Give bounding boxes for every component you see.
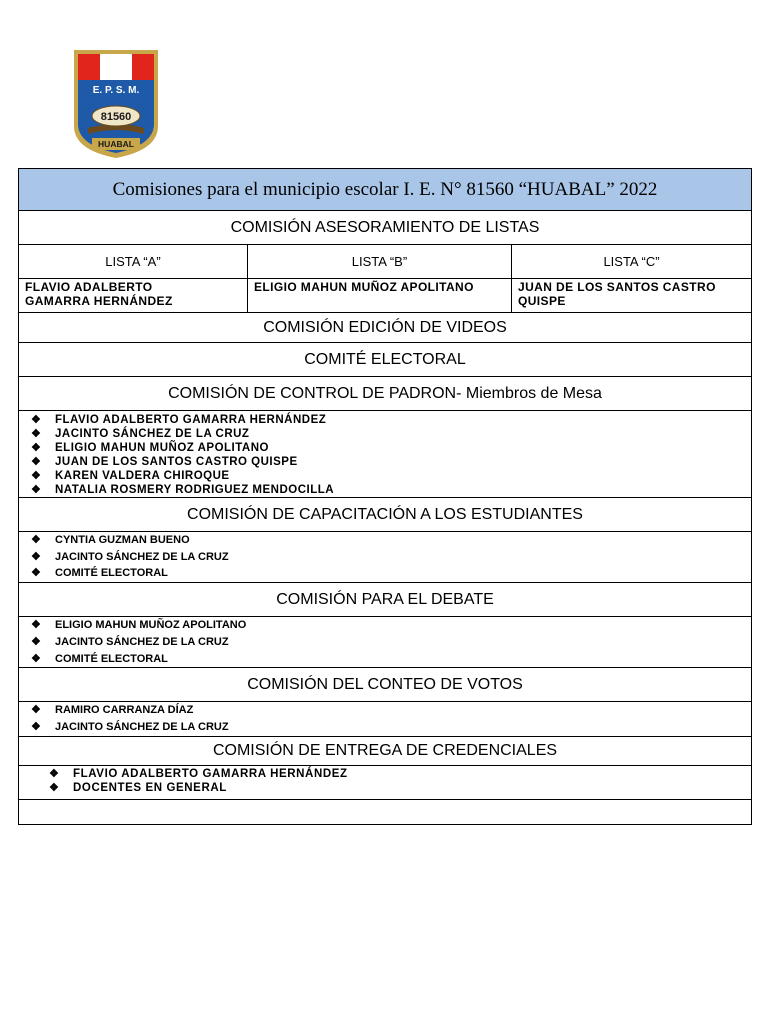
- commissions-table: [18, 168, 752, 825]
- crest-bottom-text: HUABAL: [98, 139, 134, 149]
- heading-edicion-videos: COMISIÓN EDICIÓN DE VIDEOS: [19, 313, 752, 343]
- list-item: ❖ JACINTO SÁNCHEZ DE LA CRUZ: [31, 549, 751, 566]
- heading-conteo-votos: COMISIÓN DEL CONTEO DE VOTOS: [19, 668, 752, 702]
- diamond-bullet-icon: ❖: [31, 635, 41, 648]
- school-crest-logo: [70, 46, 162, 160]
- list-item: ❖ FLAVIO ADALBERTO GAMARRA HERNÁNDEZ: [49, 767, 348, 780]
- list-item: ❖ JACINTO SÁNCHEZ DE LA CRUZ: [31, 634, 751, 651]
- list-item: ❖ RAMIRO CARRANZA DÍAZ: [31, 702, 751, 719]
- member-name: FLAVIO ADALBERTO: [25, 280, 153, 294]
- diamond-bullet-icon: ❖: [31, 484, 42, 496]
- lista-b-members: [248, 279, 512, 313]
- member-name: GAMARRA HERNÁNDEZ: [25, 294, 173, 308]
- lista-c-header: LISTA “C”: [512, 245, 752, 279]
- list-item: ❖ CYNTIA GUZMAN BUENO: [31, 532, 751, 549]
- debate-members: [19, 617, 752, 668]
- list-item: ❖ NATALIA ROSMERY RODRIGUEZ MENDOCILLA: [31, 484, 335, 496]
- member-name: JUAN DE LOS SANTOS CASTRO: [518, 280, 716, 294]
- list-item: ❖ ELIGIO MAHUN MUÑOZ APOLITANO: [31, 442, 269, 454]
- diamond-bullet-icon: ❖: [31, 704, 41, 717]
- list-item: ❖ COMITÉ ELECTORAL: [31, 565, 751, 582]
- member-name: QUISPE: [518, 294, 566, 308]
- list-item: ❖ FLAVIO ADALBERTO GAMARRA HERNÁNDEZ: [31, 414, 327, 426]
- page-title: Comisiones para el municipio escolar I. E. N° 81560 “HUABAL” 2022: [19, 169, 752, 211]
- member-name: ELIGIO MAHUN MUÑOZ APOLITANO: [254, 280, 474, 294]
- heading-comite-electoral: COMITÉ ELECTORAL: [19, 343, 752, 377]
- control-padron-members: [19, 411, 752, 498]
- crest-number: 81560: [100, 111, 132, 123]
- diamond-bullet-icon: ❖: [31, 414, 42, 426]
- list-item: ❖ ELIGIO MAHUN MUÑOZ APOLITANO: [31, 617, 751, 634]
- diamond-bullet-icon: ❖: [31, 442, 42, 454]
- credenciales-members: [19, 765, 752, 799]
- lista-b-header: LISTA “B”: [248, 245, 512, 279]
- lista-a-header: LISTA “A”: [19, 245, 248, 279]
- list-item: ❖ JUAN DE LOS SANTOS CASTRO QUISPE: [31, 456, 298, 468]
- outline-diamond-bullet-icon: ❖: [49, 782, 60, 795]
- heading-credenciales: COMISIÓN DE ENTREGA DE CREDENCIALES: [19, 736, 752, 765]
- diamond-bullet-icon: ❖: [31, 550, 41, 563]
- capacitacion-members: [19, 532, 752, 583]
- outline-diamond-bullet-icon: ❖: [31, 652, 41, 665]
- list-item: ❖ COMITÉ ELECTORAL: [31, 651, 751, 668]
- diamond-bullet-icon: ❖: [49, 767, 60, 780]
- diamond-bullet-icon: ❖: [31, 534, 41, 546]
- lista-c-members: [512, 279, 752, 313]
- list-item: ❖ JACINTO SÁNCHEZ DE LA CRUZ: [31, 719, 751, 736]
- diamond-bullet-icon: ❖: [31, 456, 42, 468]
- diamond-bullet-icon: ❖: [31, 428, 42, 440]
- list-item: ❖ DOCENTES EN GENERAL: [49, 782, 227, 795]
- conteo-votos-members: [19, 702, 752, 736]
- diamond-bullet-icon: ❖: [31, 470, 42, 482]
- outline-diamond-bullet-icon: ❖: [31, 567, 41, 580]
- lista-a-members: [19, 279, 248, 313]
- heading-capacitacion: COMISIÓN DE CAPACITACIÓN A LOS ESTUDIANTES: [19, 498, 752, 532]
- list-item: ❖ JACINTO SÁNCHEZ DE LA CRUZ: [31, 428, 250, 440]
- crest-top-text: E. P. S. M.: [92, 85, 140, 96]
- diamond-bullet-icon: ❖: [31, 619, 41, 632]
- empty-row: [19, 799, 752, 824]
- outline-diamond-bullet-icon: ❖: [31, 720, 41, 733]
- list-item: ❖ KAREN VALDERA CHIROQUE: [31, 470, 230, 482]
- heading-asesoramiento: COMISIÓN ASESORAMIENTO DE LISTAS: [19, 211, 752, 245]
- heading-control-padron: COMISIÓN DE CONTROL DE PADRON- Miembros de Mesa: [19, 377, 752, 411]
- heading-debate: COMISIÓN PARA EL DEBATE: [19, 583, 752, 617]
